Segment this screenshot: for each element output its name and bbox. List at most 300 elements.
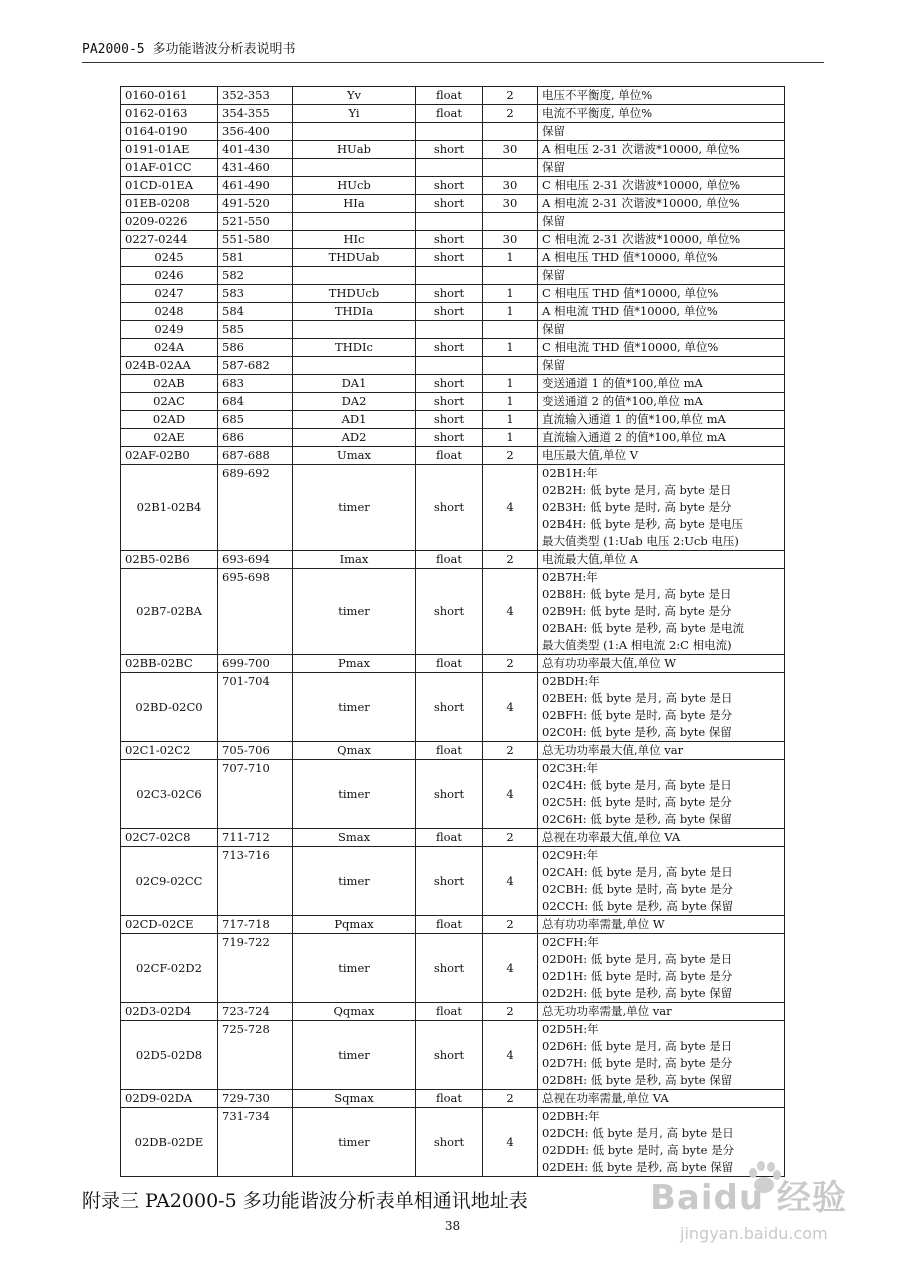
variable-name-cell: THDIc — [293, 339, 416, 357]
hex-address-cell: 0164-0190 — [121, 123, 218, 141]
length-cell: 2 — [483, 829, 538, 847]
data-type-cell: short — [416, 569, 483, 655]
decimal-address-cell: 707-710 — [218, 760, 293, 829]
description-line: C 相电流 2-31 次谐波*10000, 单位% — [542, 232, 741, 246]
description-line: 保留 — [542, 268, 565, 282]
length-cell: 4 — [483, 569, 538, 655]
decimal-address-cell: 723-724 — [218, 1003, 293, 1021]
description-line: 02CFH:年 — [542, 935, 599, 949]
description-cell — [538, 339, 785, 357]
data-type-cell: short — [416, 673, 483, 742]
hex-address-cell: 02AB — [121, 375, 218, 393]
data-type-cell: short — [416, 195, 483, 213]
length-cell: 4 — [483, 673, 538, 742]
data-type-cell: short — [416, 1021, 483, 1090]
description-cell — [538, 177, 785, 195]
decimal-address-cell: 354-355 — [218, 105, 293, 123]
variable-name-cell: THDIa — [293, 303, 416, 321]
hex-address-cell: 02CF-02D2 — [121, 934, 218, 1003]
table-row — [121, 551, 785, 569]
variable-name-cell: timer — [293, 934, 416, 1003]
data-type-cell: short — [416, 847, 483, 916]
description-line: 保留 — [542, 322, 565, 336]
description-line: 02D2H: 低 byte 是秒, 高 byte 保留 — [542, 986, 733, 1000]
data-type-cell: float — [416, 655, 483, 673]
variable-name-cell: timer — [293, 465, 416, 551]
hex-address-cell: 02BD-02C0 — [121, 673, 218, 742]
description-cell — [538, 411, 785, 429]
table-row — [121, 847, 785, 916]
description-cell — [538, 159, 785, 177]
decimal-address-cell: 352-353 — [218, 87, 293, 105]
decimal-address-cell: 683 — [218, 375, 293, 393]
decimal-address-cell: 701-704 — [218, 673, 293, 742]
data-type-cell: float — [416, 1003, 483, 1021]
length-cell — [483, 321, 538, 339]
description-line: 02DDH: 低 byte 是时, 高 byte 是分 — [542, 1143, 735, 1157]
table-row — [121, 159, 785, 177]
description-line: 变送通道 1 的值*100,单位 mA — [542, 376, 703, 390]
data-type-cell: short — [416, 465, 483, 551]
description-line: 02CBH: 低 byte 是时, 高 byte 是分 — [542, 882, 733, 896]
data-type-cell: short — [416, 339, 483, 357]
data-type-cell — [416, 267, 483, 285]
table-row — [121, 429, 785, 447]
hex-address-cell: 01AF-01CC — [121, 159, 218, 177]
decimal-address-cell: 713-716 — [218, 847, 293, 916]
description-line: A 相电压 2-31 次谐波*10000, 单位% — [542, 142, 740, 156]
table-row — [121, 177, 785, 195]
table-row — [121, 465, 785, 551]
hex-address-cell: 02C3-02C6 — [121, 760, 218, 829]
decimal-address-cell: 705-706 — [218, 742, 293, 760]
description-line: 02DCH: 低 byte 是月, 高 byte 是日 — [542, 1126, 734, 1140]
decimal-address-cell: 401-430 — [218, 141, 293, 159]
table-row — [121, 267, 785, 285]
data-type-cell: short — [416, 393, 483, 411]
decimal-address-cell: 491-520 — [218, 195, 293, 213]
data-type-cell: float — [416, 916, 483, 934]
variable-name-cell: Sqmax — [293, 1090, 416, 1108]
description-line: 02DBH:年 — [542, 1109, 600, 1123]
hex-address-cell: 02CD-02CE — [121, 916, 218, 934]
description-line: 电流不平衡度, 单位% — [542, 106, 653, 120]
length-cell: 4 — [483, 934, 538, 1003]
data-type-cell — [416, 357, 483, 375]
description-line: A 相电流 THD 值*10000, 单位% — [542, 304, 718, 318]
decimal-address-cell: 461-490 — [218, 177, 293, 195]
length-cell: 4 — [483, 465, 538, 551]
table-row — [121, 123, 785, 141]
data-type-cell: float — [416, 829, 483, 847]
data-type-cell — [416, 321, 483, 339]
decimal-address-cell: 719-722 — [218, 934, 293, 1003]
variable-name-cell: timer — [293, 760, 416, 829]
length-cell: 2 — [483, 655, 538, 673]
length-cell: 2 — [483, 105, 538, 123]
decimal-address-cell: 431-460 — [218, 159, 293, 177]
hex-address-cell: 02B7-02BA — [121, 569, 218, 655]
hex-address-cell: 02AF-02B0 — [121, 447, 218, 465]
length-cell — [483, 213, 538, 231]
description-line: 02C6H: 低 byte 是秒, 高 byte 保留 — [542, 812, 732, 826]
table-row — [121, 321, 785, 339]
variable-name-cell: HUcb — [293, 177, 416, 195]
variable-name-cell: THDUab — [293, 249, 416, 267]
description-line: 02C0H: 低 byte 是秒, 高 byte 保留 — [542, 725, 732, 739]
decimal-address-cell: 585 — [218, 321, 293, 339]
table-row — [121, 829, 785, 847]
table-row — [121, 249, 785, 267]
description-line: 最大值类型 (1:A 相电流 2:C 相电流) — [542, 638, 732, 652]
description-line: 保留 — [542, 358, 565, 372]
hex-address-cell: 02B1-02B4 — [121, 465, 218, 551]
description-cell — [538, 760, 785, 829]
variable-name-cell — [293, 321, 416, 339]
decimal-address-cell: 717-718 — [218, 916, 293, 934]
description-line: 变送通道 2 的值*100,单位 mA — [542, 394, 703, 408]
decimal-address-cell: 693-694 — [218, 551, 293, 569]
length-cell: 1 — [483, 285, 538, 303]
data-type-cell — [416, 159, 483, 177]
table-row — [121, 303, 785, 321]
description-cell — [538, 357, 785, 375]
variable-name-cell: HIc — [293, 231, 416, 249]
description-cell — [538, 213, 785, 231]
variable-name-cell: Yv — [293, 87, 416, 105]
description-line: 最大值类型 (1:Uab 电压 2:Ucb 电压) — [542, 534, 739, 548]
table-row — [121, 375, 785, 393]
variable-name-cell: Smax — [293, 829, 416, 847]
hex-address-cell: 02AC — [121, 393, 218, 411]
decimal-address-cell: 587-682 — [218, 357, 293, 375]
data-type-cell: short — [416, 285, 483, 303]
decimal-address-cell: 521-550 — [218, 213, 293, 231]
data-type-cell: float — [416, 447, 483, 465]
description-line: 02B7H:年 — [542, 570, 598, 584]
description-cell — [538, 429, 785, 447]
hex-address-cell: 0160-0161 — [121, 87, 218, 105]
description-line: 02BFH: 低 byte 是时, 高 byte 是分 — [542, 708, 733, 722]
data-type-cell: short — [416, 411, 483, 429]
description-line: 02C9H:年 — [542, 848, 599, 862]
description-line: 总有功功率需量,单位 W — [542, 917, 665, 931]
length-cell: 4 — [483, 1021, 538, 1090]
hex-address-cell: 01EB-0208 — [121, 195, 218, 213]
table-row — [121, 655, 785, 673]
description-cell — [538, 195, 785, 213]
description-line: C 相电压 THD 值*10000, 单位% — [542, 286, 719, 300]
description-line: 总视在功率最大值,单位 VA — [542, 830, 681, 844]
description-cell — [538, 231, 785, 249]
description-cell — [538, 934, 785, 1003]
length-cell: 2 — [483, 87, 538, 105]
variable-name-cell: AD2 — [293, 429, 416, 447]
variable-name-cell: Imax — [293, 551, 416, 569]
description-line: 02B9H: 低 byte 是时, 高 byte 是分 — [542, 604, 732, 618]
table-row — [121, 760, 785, 829]
length-cell: 4 — [483, 1108, 538, 1177]
description-line: C 相电压 2-31 次谐波*10000, 单位% — [542, 178, 741, 192]
description-line: 02CAH: 低 byte 是月, 高 byte 是日 — [542, 865, 733, 879]
table-row — [121, 411, 785, 429]
variable-name-cell: timer — [293, 1108, 416, 1177]
decimal-address-cell: 356-400 — [218, 123, 293, 141]
length-cell — [483, 357, 538, 375]
table-row — [121, 916, 785, 934]
description-line: 保留 — [542, 124, 565, 138]
variable-name-cell: timer — [293, 847, 416, 916]
hex-address-cell: 02DB-02DE — [121, 1108, 218, 1177]
variable-name-cell: DA2 — [293, 393, 416, 411]
length-cell — [483, 159, 538, 177]
description-cell — [538, 321, 785, 339]
length-cell: 2 — [483, 916, 538, 934]
length-cell: 1 — [483, 339, 538, 357]
decimal-address-cell: 689-692 — [218, 465, 293, 551]
variable-name-cell: DA1 — [293, 375, 416, 393]
description-cell — [538, 447, 785, 465]
description-line: 总无功功率最大值,单位 var — [542, 743, 684, 757]
variable-name-cell: AD1 — [293, 411, 416, 429]
description-cell — [538, 742, 785, 760]
decimal-address-cell: 684 — [218, 393, 293, 411]
variable-name-cell: timer — [293, 1021, 416, 1090]
length-cell: 30 — [483, 231, 538, 249]
description-cell — [538, 673, 785, 742]
data-type-cell — [416, 123, 483, 141]
hex-address-cell: 02C7-02C8 — [121, 829, 218, 847]
table-row — [121, 1003, 785, 1021]
decimal-address-cell: 695-698 — [218, 569, 293, 655]
description-line: 总有功功率最大值,单位 W — [542, 656, 677, 670]
data-type-cell: short — [416, 231, 483, 249]
variable-name-cell — [293, 213, 416, 231]
description-line: 02B4H: 低 byte 是秒, 高 byte 是电压 — [542, 517, 743, 531]
description-line: 02D5H:年 — [542, 1022, 599, 1036]
variable-name-cell: HUab — [293, 141, 416, 159]
variable-name-cell — [293, 123, 416, 141]
length-cell: 1 — [483, 375, 538, 393]
table-row — [121, 357, 785, 375]
description-line: 保留 — [542, 160, 565, 174]
variable-name-cell: HIa — [293, 195, 416, 213]
hex-address-cell: 02AE — [121, 429, 218, 447]
baidu-jingyan-watermark — [640, 1150, 880, 1260]
description-cell — [538, 285, 785, 303]
hex-address-cell: 02C1-02C2 — [121, 742, 218, 760]
description-line: 02D6H: 低 byte 是月, 高 byte 是日 — [542, 1039, 733, 1053]
description-line: 02C5H: 低 byte 是时, 高 byte 是分 — [542, 795, 732, 809]
description-line: 直流输入通道 2 的值*100,单位 mA — [542, 430, 726, 444]
data-type-cell — [416, 213, 483, 231]
description-line: 02B2H: 低 byte 是月, 高 byte 是日 — [542, 483, 732, 497]
description-cell — [538, 249, 785, 267]
hex-address-cell: 0209-0226 — [121, 213, 218, 231]
table-row — [121, 231, 785, 249]
description-line: 保留 — [542, 214, 565, 228]
length-cell: 1 — [483, 249, 538, 267]
description-line: 02D0H: 低 byte 是月, 高 byte 是日 — [542, 952, 733, 966]
data-type-cell: float — [416, 742, 483, 760]
decimal-address-cell: 729-730 — [218, 1090, 293, 1108]
variable-name-cell — [293, 159, 416, 177]
description-cell — [538, 829, 785, 847]
variable-name-cell: Pmax — [293, 655, 416, 673]
table-row — [121, 1090, 785, 1108]
decimal-address-cell: 711-712 — [218, 829, 293, 847]
description-line: 02B8H: 低 byte 是月, 高 byte 是日 — [542, 587, 732, 601]
length-cell — [483, 267, 538, 285]
decimal-address-cell: 725-728 — [218, 1021, 293, 1090]
variable-name-cell: Qqmax — [293, 1003, 416, 1021]
table-row — [121, 87, 785, 105]
hex-address-cell: 0247 — [121, 285, 218, 303]
hex-address-cell: 02D3-02D4 — [121, 1003, 218, 1021]
table-row — [121, 742, 785, 760]
hex-address-cell: 0245 — [121, 249, 218, 267]
description-line: 电压最大值,单位 V — [542, 448, 639, 462]
data-type-cell: short — [416, 249, 483, 267]
description-cell — [538, 267, 785, 285]
decimal-address-cell: 584 — [218, 303, 293, 321]
table-row — [121, 339, 785, 357]
hex-address-cell: 01CD-01EA — [121, 177, 218, 195]
hex-address-cell: 024B-02AA — [121, 357, 218, 375]
description-line: 02CCH: 低 byte 是秒, 高 byte 保留 — [542, 899, 734, 913]
length-cell: 1 — [483, 411, 538, 429]
description-cell — [538, 569, 785, 655]
description-cell — [538, 655, 785, 673]
table-row — [121, 195, 785, 213]
hex-address-cell: 0191-01AE — [121, 141, 218, 159]
length-cell: 30 — [483, 195, 538, 213]
data-type-cell: short — [416, 141, 483, 159]
data-type-cell: short — [416, 760, 483, 829]
hex-address-cell: 02D5-02D8 — [121, 1021, 218, 1090]
variable-name-cell: Yi — [293, 105, 416, 123]
data-type-cell: float — [416, 1090, 483, 1108]
length-cell: 2 — [483, 447, 538, 465]
description-cell — [538, 303, 785, 321]
description-line: 02D8H: 低 byte 是秒, 高 byte 保留 — [542, 1073, 733, 1087]
variable-name-cell: Umax — [293, 447, 416, 465]
data-type-cell: float — [416, 551, 483, 569]
hex-address-cell: 02D9-02DA — [121, 1090, 218, 1108]
variable-name-cell: timer — [293, 673, 416, 742]
description-line: 总无功功率需量,单位 var — [542, 1004, 672, 1018]
data-type-cell: short — [416, 429, 483, 447]
description-cell — [538, 1003, 785, 1021]
length-cell: 2 — [483, 1003, 538, 1021]
data-type-cell: float — [416, 105, 483, 123]
table-row — [121, 1021, 785, 1090]
hex-address-cell: 02BB-02BC — [121, 655, 218, 673]
hex-address-cell: 0248 — [121, 303, 218, 321]
variable-name-cell: Pqmax — [293, 916, 416, 934]
table-row — [121, 934, 785, 1003]
length-cell: 1 — [483, 393, 538, 411]
length-cell: 1 — [483, 303, 538, 321]
description-cell — [538, 105, 785, 123]
description-line: 02D1H: 低 byte 是时, 高 byte 是分 — [542, 969, 733, 983]
variable-name-cell: THDUcb — [293, 285, 416, 303]
description-cell — [538, 141, 785, 159]
description-line: 02C3H:年 — [542, 761, 599, 775]
table-row — [121, 285, 785, 303]
hex-address-cell: 0162-0163 — [121, 105, 218, 123]
decimal-address-cell: 687-688 — [218, 447, 293, 465]
description-line: 02B3H: 低 byte 是时, 高 byte 是分 — [542, 500, 732, 514]
variable-name-cell — [293, 357, 416, 375]
description-cell — [538, 551, 785, 569]
decimal-address-cell: 685 — [218, 411, 293, 429]
description-cell — [538, 87, 785, 105]
variable-name-cell: timer — [293, 569, 416, 655]
description-line: 总视在功率需量,单位 VA — [542, 1091, 669, 1105]
description-line: A 相电压 THD 值*10000, 单位% — [542, 250, 718, 264]
length-cell — [483, 123, 538, 141]
description-cell — [538, 1090, 785, 1108]
table-row — [121, 105, 785, 123]
length-cell: 2 — [483, 1090, 538, 1108]
table-row — [121, 569, 785, 655]
description-cell — [538, 393, 785, 411]
appendix-heading: 附录三 PA2000-5 多功能谐波分析表单相通讯地址表 — [82, 1190, 528, 1212]
data-type-cell: short — [416, 375, 483, 393]
description-line: 电流最大值,单位 A — [542, 552, 639, 566]
hex-address-cell: 024A — [121, 339, 218, 357]
description-line: A 相电流 2-31 次谐波*10000, 单位% — [542, 196, 740, 210]
watermark-logo-text: Baidu 经验 — [650, 1178, 847, 1218]
table-row — [121, 447, 785, 465]
description-line: 02BDH:年 — [542, 674, 600, 688]
decimal-address-cell: 551-580 — [218, 231, 293, 249]
description-line: 02B1H:年 — [542, 466, 598, 480]
data-type-cell: short — [416, 177, 483, 195]
description-cell — [538, 375, 785, 393]
description-cell — [538, 465, 785, 551]
description-line: 02BEH: 低 byte 是月, 高 byte 是日 — [542, 691, 733, 705]
description-line: 电压不平衡度, 单位% — [542, 88, 653, 102]
register-table-body — [121, 87, 785, 1177]
decimal-address-cell: 581 — [218, 249, 293, 267]
page-number: 38 — [444, 1219, 461, 1233]
description-cell — [538, 916, 785, 934]
data-type-cell: short — [416, 303, 483, 321]
decimal-address-cell: 699-700 — [218, 655, 293, 673]
description-cell — [538, 123, 785, 141]
description-line: 02D7H: 低 byte 是时, 高 byte 是分 — [542, 1056, 733, 1070]
length-cell: 4 — [483, 760, 538, 829]
table-row — [121, 141, 785, 159]
hex-address-cell: 02AD — [121, 411, 218, 429]
description-line: C 相电流 THD 值*10000, 单位% — [542, 340, 719, 354]
hex-address-cell: 02B5-02B6 — [121, 551, 218, 569]
data-type-cell: short — [416, 934, 483, 1003]
description-line: 02C4H: 低 byte 是月, 高 byte 是日 — [542, 778, 732, 792]
description-line: 02DEH: 低 byte 是秒, 高 byte 保留 — [542, 1160, 734, 1174]
length-cell: 4 — [483, 847, 538, 916]
header-divider — [82, 62, 824, 63]
watermark-url: jingyan.baidu.com — [680, 1224, 828, 1243]
decimal-address-cell: 582 — [218, 267, 293, 285]
hex-address-cell: 0227-0244 — [121, 231, 218, 249]
hex-address-cell: 0246 — [121, 267, 218, 285]
length-cell: 1 — [483, 429, 538, 447]
description-line: 02BAH: 低 byte 是秒, 高 byte 是电流 — [542, 621, 744, 635]
data-type-cell: float — [416, 87, 483, 105]
